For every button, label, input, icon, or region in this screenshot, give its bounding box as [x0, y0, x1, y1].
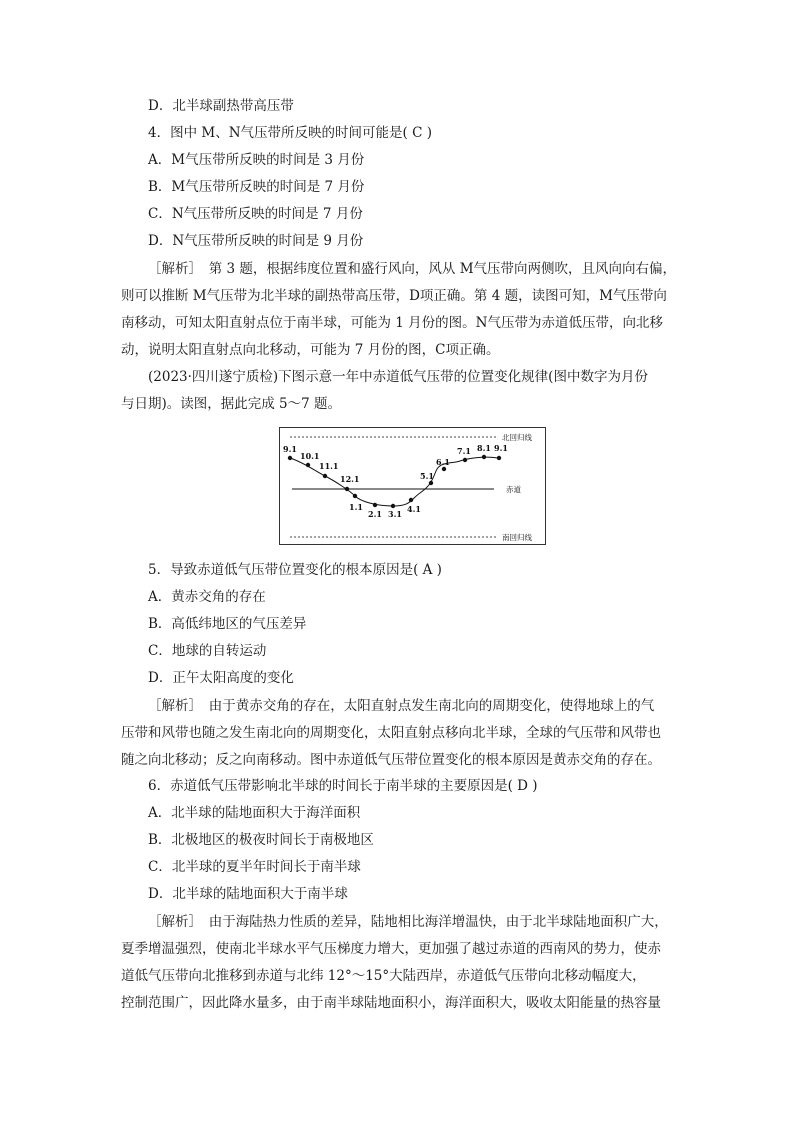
intro-line: 与日期)。读图，据此完成 5～7 题。	[121, 396, 342, 412]
pressure-belt-point	[345, 487, 349, 491]
pressure-belt-point	[391, 504, 395, 508]
pressure-belt-date-label: 10.1	[300, 451, 320, 461]
pressure-belt-date-label: 12.1	[340, 474, 360, 484]
q4-option-b: B．M气压带所反映的时间是 7 月份	[148, 179, 365, 195]
pressure-belt-date-label: 8.1	[477, 443, 491, 453]
pressure-belt-date-label: 6.1	[436, 457, 450, 467]
analysis-line: ［解析］ 由于黄赤交角的存在，太阳直射点发生南北向的周期变化，使得地球上的气	[148, 698, 655, 714]
pressure-belt-date-label: 7.1	[457, 446, 471, 456]
q6-option-c: C．北半球的夏半年时间长于南半球	[148, 859, 361, 875]
q5-option-c: C．地球的自转运动	[148, 643, 267, 659]
pressure-belt-point	[429, 481, 433, 485]
tropic-of-cancer-label: 北回归线	[502, 433, 532, 442]
pressure-belt-point	[373, 503, 377, 507]
analysis-line: 道低气压带向北推移到赤道与北纬 12°～15°大陆西岸，赤道低气压带向北移动幅度大，	[121, 968, 646, 984]
pressure-belt-point	[323, 474, 327, 478]
pressure-belt-point	[442, 467, 446, 471]
analysis-line: ［解析］ 第 3 题，根据纬度位置和盛行风向，风从 M气压带向两侧吹，且风向向右偏，	[148, 261, 677, 277]
q6-option-b: B．北极地区的极夜时间长于南极地区	[148, 832, 374, 848]
q5-stem: 5．导致赤道低气压带位置变化的根本原因是( A )	[148, 562, 442, 578]
pressure-belt-point	[482, 455, 486, 459]
q3-option-d: D．北半球副热带高压带	[148, 98, 294, 114]
pressure-belt-date-label: 4.1	[407, 504, 421, 514]
pressure-belt-date-label: 1.1	[349, 502, 363, 512]
analysis-q3-q4	[121, 256, 676, 364]
q5-option-a: A．黄赤交角的存在	[148, 589, 266, 605]
pressure-belt-point	[353, 494, 357, 498]
analysis-line: 则可以推断 M气压带为北半球的副热带高压带，D项正确。第 4 题，读图可知，M气压带向	[121, 288, 667, 304]
analysis-line: 随之向北移动；反之向南移动。图中赤道低气压带位置变化的根本原因是黄赤交角的存在。	[121, 752, 661, 768]
pressure-belt-point	[497, 456, 501, 460]
pressure-belt-date-label: 11.1	[319, 461, 339, 471]
tropic-of-capricorn-label: 南回归线	[502, 533, 532, 542]
group-intro	[121, 364, 648, 418]
analysis-q5	[121, 693, 661, 774]
analysis-line: 控制范围广，因此降水量多，由于南半球陆地面积小，海洋面积大，吸收太阳能量的热容量	[121, 995, 661, 1011]
pressure-belt-date-label: 2.1	[368, 509, 382, 519]
q4-option-d: D．N气压带所反映的时间是 9 月份	[148, 233, 364, 249]
analysis-line: 夏季增温强烈，使南北半球水平气压梯度力增大，更加强了越过赤道的西南风的势力，使赤	[121, 941, 661, 957]
q4-stem: 4．图中 M、N气压带所反映的时间可能是( C )	[148, 125, 432, 141]
q5-option-d: D．正午太阳高度的变化	[148, 670, 294, 686]
q6-stem: 6．赤道低气压带影响北半球的时间长于南半球的主要原因是( D )	[148, 778, 538, 794]
analysis-line: 压带和风带也随之发生南北向的周期变化，太阳直射点移向北半球，全球的气压带和风带也	[121, 725, 661, 741]
pressure-belt-point	[306, 463, 310, 467]
pressure-belt-point	[409, 498, 413, 502]
intro-line: (2023·四川遂宁质检)下图示意一年中赤道低气压带的位置变化规律(图中数字为月份	[148, 369, 648, 385]
q4-option-c: C．N气压带所反映的时间是 7 月份	[148, 206, 363, 222]
equatorial-low-pressure-diagram	[279, 427, 546, 545]
q4-option-a: A．M气压带所反映的时间是 3 月份	[148, 152, 365, 168]
pressure-belt-date-label: 5.1	[420, 471, 434, 481]
analysis-line: 动，说明太阳直射点向北移动，可能为 7 月份的图，C项正确。	[121, 342, 500, 358]
pressure-belt-date-label: 3.1	[388, 509, 402, 519]
q5-option-b: B．高低纬地区的气压差异	[148, 616, 307, 632]
pressure-belt-point	[463, 458, 467, 462]
analysis-q6	[121, 909, 668, 1017]
pressure-belt-date-label: 9.1	[283, 444, 297, 454]
analysis-line: 南移动，可知太阳直射点位于南半球，可能为 1 月份的图。N气压带为赤道低压带，向北移	[121, 315, 663, 331]
equator-label: 赤道	[506, 485, 521, 494]
analysis-line: ［解析］ 由于海陆热力性质的差异，陆地相比海洋增温快，由于北半球陆地面积广大，	[148, 914, 668, 930]
pressure-belt-date-label: 9.1	[494, 443, 508, 453]
q6-option-a: A．北半球的陆地面积大于海洋面积	[148, 805, 361, 821]
pressure-belt-point	[288, 456, 292, 460]
q6-option-d: D．北半球的陆地面积大于南半球	[148, 886, 348, 902]
